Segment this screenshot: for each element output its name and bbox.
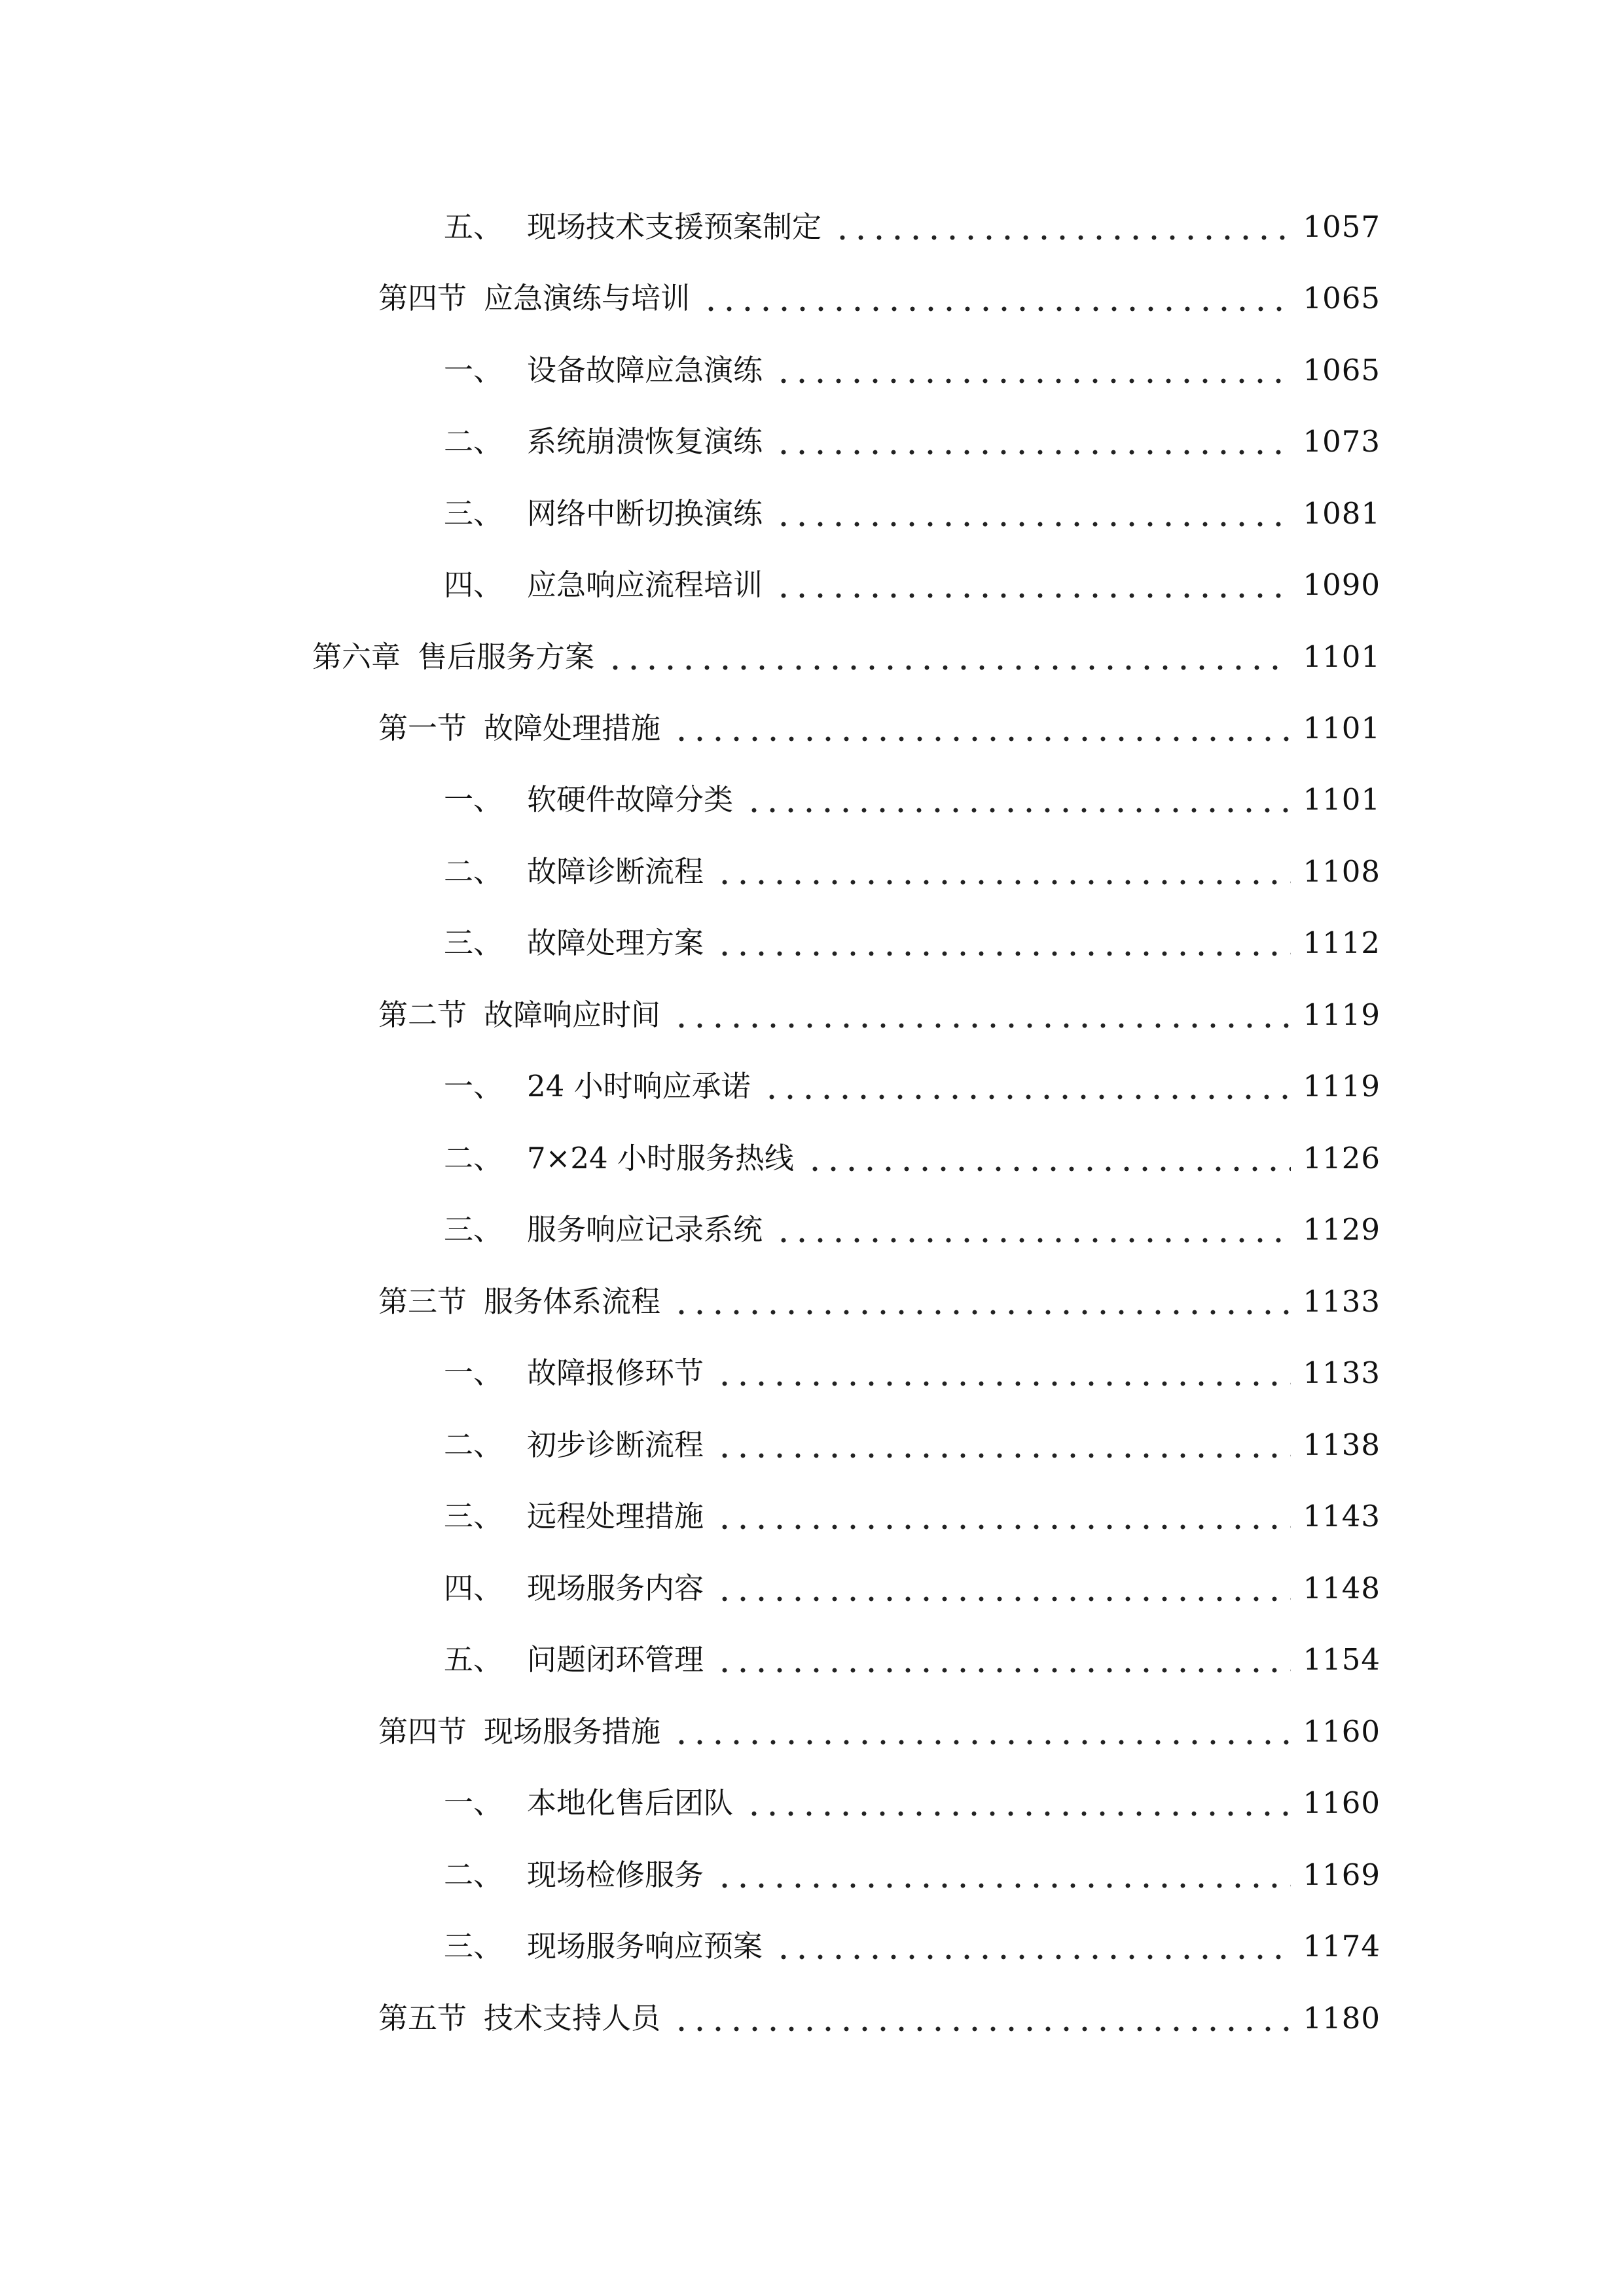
toc-entry[interactable]	[444, 1419, 1380, 1471]
entry-page-number: 1154	[1303, 1642, 1380, 1677]
entry-title: 网络中断切换演练	[527, 496, 763, 531]
dot-leader	[715, 917, 1291, 969]
entry-title: 服务体系流程	[484, 1284, 661, 1319]
dot-leader	[715, 1490, 1291, 1543]
toc-entry[interactable]	[444, 1060, 1380, 1113]
entry-title: 技术支持人员	[484, 2001, 661, 2036]
toc-entry[interactable]	[444, 1132, 1380, 1185]
entry-number: 五、	[444, 1642, 503, 1677]
toc-entry[interactable]	[444, 1634, 1380, 1686]
toc-entry[interactable]	[444, 1490, 1380, 1543]
entry-title: 7×24 小时服务热线	[527, 1141, 794, 1175]
entry-number: 一、	[444, 1069, 503, 1103]
entry-number: 三、	[444, 925, 503, 960]
entry-number: 二、	[444, 854, 503, 889]
entry-title: 故障处理方案	[527, 925, 704, 960]
entry-page-number: 1174	[1303, 1929, 1380, 1964]
toc-entry[interactable]	[378, 702, 1380, 755]
entry-number: 第四节	[378, 281, 467, 315]
entry-title: 故障诊断流程	[527, 854, 704, 889]
toc-entry[interactable]	[378, 1706, 1380, 1758]
dot-leader	[672, 989, 1291, 1041]
entry-number: 第二节	[378, 997, 467, 1032]
dot-leader	[763, 1060, 1291, 1113]
entry-page-number: 1148	[1303, 1571, 1380, 1605]
entry-number: 三、	[444, 1929, 503, 1964]
dot-leader	[715, 1347, 1291, 1399]
entry-number: 三、	[444, 496, 503, 531]
dot-leader	[715, 1849, 1291, 1901]
dot-leader	[745, 1777, 1291, 1829]
entry-title: 软硬件故障分类	[527, 782, 734, 817]
entry-title: 问题闭环管理	[527, 1642, 704, 1677]
entry-number: 一、	[444, 1785, 503, 1820]
toc-entry[interactable]	[444, 846, 1380, 898]
entry-page-number: 1160	[1303, 1785, 1380, 1820]
dot-leader	[774, 1920, 1291, 1973]
entry-page-number: 1133	[1303, 1284, 1380, 1319]
entry-number: 第三节	[378, 1284, 467, 1319]
entry-page-number: 1143	[1303, 1499, 1380, 1534]
entry-number: 二、	[444, 424, 503, 459]
entry-page-number: 1101	[1303, 782, 1380, 817]
entry-page-number: 1138	[1303, 1427, 1380, 1462]
toc-entry[interactable]	[444, 488, 1380, 540]
toc-entry[interactable]	[444, 201, 1380, 253]
entry-number: 一、	[444, 1355, 503, 1390]
entry-page-number: 1119	[1303, 997, 1380, 1032]
entry-number: 一、	[444, 782, 503, 817]
entry-title: 故障响应时间	[484, 997, 661, 1032]
dot-leader	[715, 1419, 1291, 1471]
entry-page-number: 1057	[1303, 209, 1380, 244]
toc-entry[interactable]	[378, 1276, 1380, 1328]
dot-leader	[774, 1204, 1291, 1256]
dot-leader	[806, 1132, 1291, 1185]
entry-number: 三、	[444, 1212, 503, 1247]
entry-number: 第一节	[378, 711, 467, 745]
entry-page-number: 1101	[1303, 639, 1380, 674]
dot-leader	[672, 1276, 1291, 1328]
entry-page-number: 1101	[1303, 711, 1380, 745]
entry-title: 服务响应记录系统	[527, 1212, 763, 1247]
entry-number: 第五节	[378, 2001, 467, 2036]
entry-page-number: 1119	[1303, 1069, 1380, 1103]
entry-page-number: 1108	[1303, 854, 1380, 889]
entry-title: 应急响应流程培训	[527, 567, 763, 602]
dot-leader	[606, 631, 1291, 683]
entry-title: 故障处理措施	[484, 711, 661, 745]
dot-leader	[774, 344, 1291, 397]
entry-page-number: 1065	[1303, 353, 1380, 387]
entry-title: 现场技术支援预案制定	[527, 209, 822, 244]
entry-page-number: 1112	[1303, 925, 1380, 960]
toc-entry[interactable]	[444, 917, 1380, 969]
toc-entry[interactable]	[444, 559, 1380, 611]
dot-leader	[774, 416, 1291, 468]
toc-entry[interactable]	[378, 989, 1380, 1041]
dot-leader	[672, 1706, 1291, 1758]
dot-leader	[715, 846, 1291, 898]
entry-number: 二、	[444, 1427, 503, 1462]
toc-entry[interactable]	[444, 1920, 1380, 1973]
entry-title: 本地化售后团队	[527, 1785, 734, 1820]
dot-leader	[833, 201, 1291, 253]
entry-page-number: 1090	[1303, 567, 1380, 602]
entry-number: 五、	[444, 209, 503, 244]
entry-page-number: 1065	[1303, 281, 1380, 315]
dot-leader	[715, 1562, 1291, 1615]
toc-entry[interactable]	[444, 1777, 1380, 1829]
entry-number: 第六章	[312, 639, 401, 674]
toc-entry[interactable]	[312, 631, 1380, 683]
toc-entry[interactable]	[378, 272, 1380, 325]
toc-entry[interactable]	[444, 344, 1380, 397]
entry-number: 一、	[444, 353, 503, 387]
entry-title: 现场服务响应预案	[527, 1929, 763, 1964]
entry-page-number: 1169	[1303, 1857, 1380, 1892]
toc-entry[interactable]	[444, 1562, 1380, 1615]
entry-page-number: 1073	[1303, 424, 1380, 459]
dot-leader	[672, 702, 1291, 755]
entry-number: 第四节	[378, 1714, 467, 1749]
toc-entry[interactable]	[444, 1849, 1380, 1901]
toc-entry[interactable]	[444, 774, 1380, 826]
toc-entry[interactable]	[444, 416, 1380, 468]
toc-entry[interactable]	[444, 1204, 1380, 1256]
entry-number: 二、	[444, 1857, 503, 1892]
dot-leader	[774, 559, 1291, 611]
entry-title: 现场服务措施	[484, 1714, 661, 1749]
entry-number: 四、	[444, 567, 503, 602]
entry-title: 故障报修环节	[527, 1355, 704, 1390]
entry-number: 二、	[444, 1141, 503, 1175]
entry-title: 初步诊断流程	[527, 1427, 704, 1462]
entry-page-number: 1081	[1303, 496, 1380, 531]
dot-leader	[715, 1634, 1291, 1686]
entry-title: 现场服务内容	[527, 1571, 704, 1605]
entry-title: 远程处理措施	[527, 1499, 704, 1534]
dot-leader	[774, 488, 1291, 540]
entry-page-number: 1133	[1303, 1355, 1380, 1390]
entry-number: 三、	[444, 1499, 503, 1534]
entry-page-number: 1129	[1303, 1212, 1380, 1247]
entry-number: 四、	[444, 1571, 503, 1605]
dot-leader	[672, 1992, 1291, 2045]
entry-title: 售后服务方案	[418, 639, 595, 674]
entry-title: 系统崩溃恢复演练	[527, 424, 763, 459]
entry-page-number: 1160	[1303, 1714, 1380, 1749]
dot-leader	[702, 272, 1291, 325]
dot-leader	[745, 774, 1291, 826]
entry-title: 现场检修服务	[527, 1857, 704, 1892]
entry-title: 24 小时响应承诺	[527, 1069, 751, 1103]
entry-title: 应急演练与培训	[484, 281, 691, 315]
toc-entry[interactable]	[378, 1992, 1380, 2045]
entry-page-number: 1126	[1303, 1141, 1380, 1175]
toc-entry[interactable]	[444, 1347, 1380, 1399]
entry-title: 设备故障应急演练	[527, 353, 763, 387]
entry-page-number: 1180	[1303, 2001, 1380, 2036]
